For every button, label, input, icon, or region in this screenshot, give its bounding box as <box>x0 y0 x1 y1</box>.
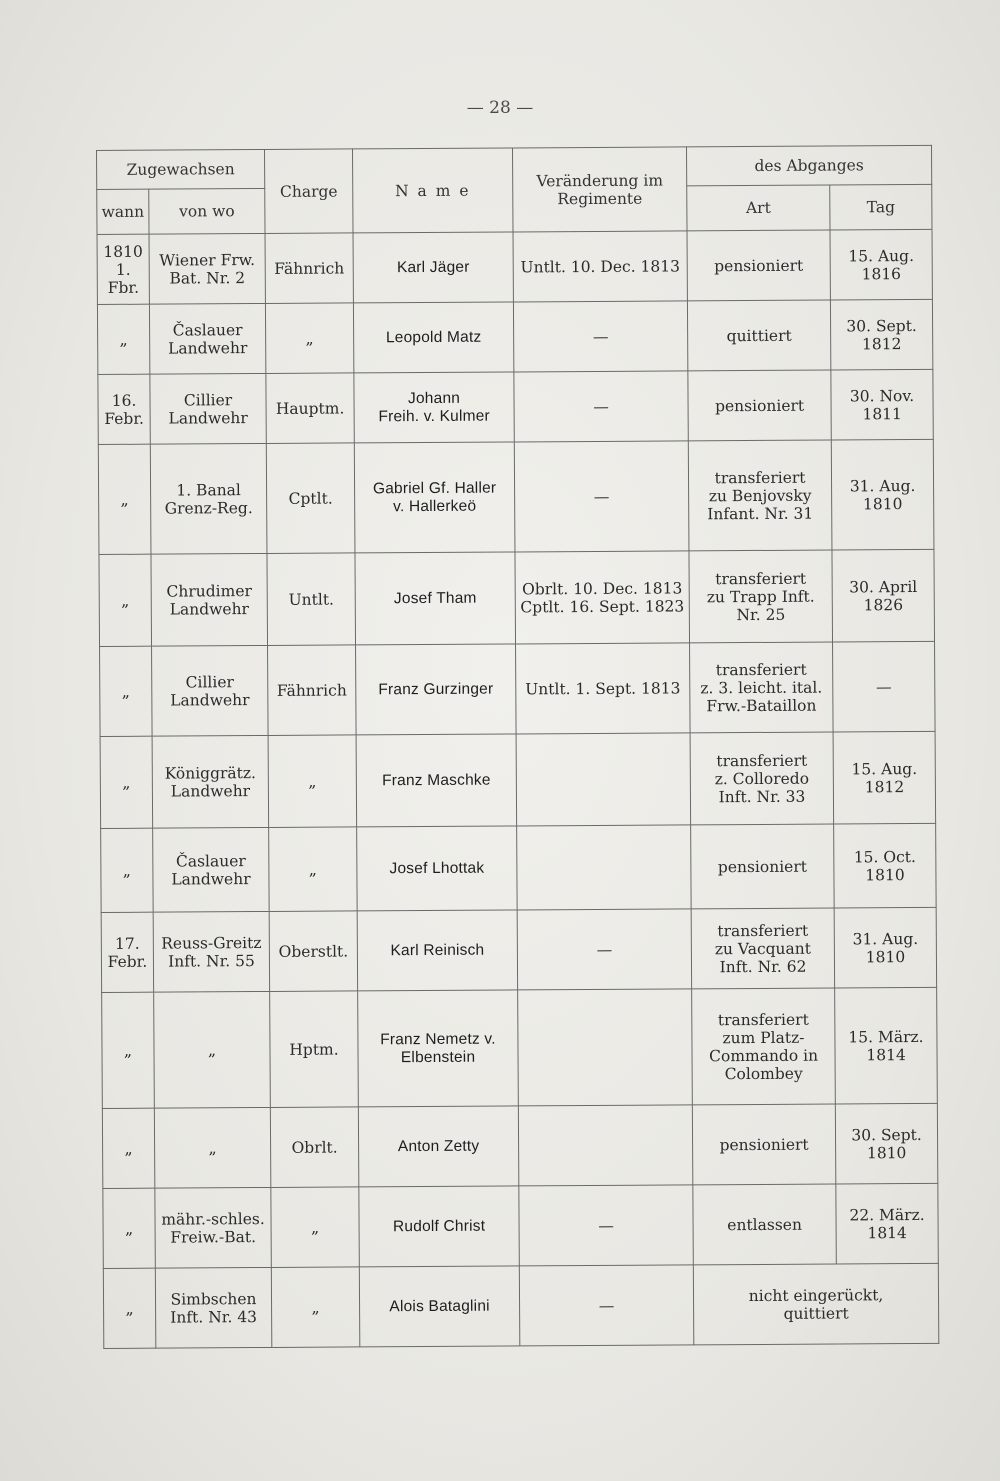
cell-charge: Hptm. <box>270 991 359 1108</box>
cell-art: transferiert z. 3. leicht. ital. Frw.-Bataillon <box>690 642 834 733</box>
cell-name: Gabriel Gf. Haller v. Hallerkeö <box>354 442 515 553</box>
cell-wann: 17. Febr. <box>101 912 153 992</box>
cell-tag: 22. März. 1814 <box>836 1183 939 1264</box>
cell-art: pensioniert <box>691 824 835 909</box>
cell-veraenderung <box>518 989 693 1106</box>
table-body <box>97 229 939 1348</box>
cell-veraenderung <box>517 825 692 910</box>
cell-art: transferiert zum Platz- Commando in Colombey <box>692 988 836 1105</box>
cell-tag: 15. Aug. 1816 <box>830 229 932 300</box>
cell-veraenderung: — <box>514 441 689 552</box>
cell-von-wo: „ <box>154 1107 271 1188</box>
cell-veraenderung: Untlt. 10. Dec. 1813 <box>513 231 687 302</box>
cell-charge: Obrlt. <box>270 1107 358 1188</box>
register-table <box>96 145 939 1349</box>
table-row <box>101 907 937 992</box>
cell-tag: 30. Sept. 1812 <box>830 299 932 370</box>
cell-charge: Hauptm. <box>266 373 354 444</box>
cell-charge: „ <box>271 1187 359 1268</box>
cell-name: Johann Freih. v. Kulmer <box>354 372 514 443</box>
table-row <box>97 229 932 304</box>
cell-tag: 30. Sept. 1810 <box>835 1103 938 1184</box>
cell-von-wo: Chrudimer Landwehr <box>151 553 268 646</box>
cell-art: transferiert zu Vacquant Inft. Nr. 62 <box>691 908 834 989</box>
cell-wann: 16. Febr. <box>98 374 150 444</box>
cell-wann: „ <box>97 304 149 374</box>
header-zugewachsen: Zugewachsen <box>97 149 265 189</box>
header-art: Art <box>687 185 830 231</box>
cell-von-wo: Cillier Landwehr <box>152 645 269 736</box>
cell-charge: Fähnrich <box>268 645 357 736</box>
header-von-wo: von wo <box>149 188 265 234</box>
cell-von-wo: 1. Banal Grenz-Reg. <box>150 443 267 554</box>
cell-wann: „ <box>100 736 153 828</box>
cell-art: pensioniert <box>692 1104 835 1185</box>
cell-art: pensioniert <box>687 230 830 301</box>
table-row <box>97 299 932 374</box>
cell-charge: Oberstlt. <box>269 911 357 992</box>
cell-veraenderung: Untlt. 1. Sept. 1813 <box>516 643 691 734</box>
cell-von-wo: Königgrätz. Landwehr <box>152 735 269 828</box>
cell-wann: „ <box>103 1268 155 1348</box>
cell-von-wo: Cillier Landwehr <box>150 373 266 444</box>
cell-art: transferiert z. Colloredo Inft. Nr. 33 <box>690 732 834 825</box>
table-row <box>101 823 937 912</box>
header-tag: Tag <box>830 184 932 230</box>
header-veraenderung: Veränderung im Regimente <box>513 147 688 232</box>
cell-wann: „ <box>102 992 155 1108</box>
table-row <box>100 731 936 828</box>
cell-wann: „ <box>101 828 154 912</box>
cell-name: Karl Reinisch <box>357 910 517 991</box>
cell-charge: Cptlt. <box>266 443 355 554</box>
cell-tag: 30. April 1826 <box>832 549 935 642</box>
table-row <box>103 1183 939 1268</box>
cell-charge: „ <box>271 1267 359 1348</box>
cell-veraenderung: — <box>517 909 691 990</box>
cell-wann: „ <box>102 1108 154 1188</box>
cell-tag: 15. Oct. 1810 <box>834 823 937 908</box>
cell-veraenderung: Obrlt. 10. Dec. 1813 Cptlt. 16. Sept. 1823 <box>515 551 690 644</box>
cell-charge: „ <box>269 827 358 912</box>
cell-name: Franz Gurzinger <box>356 644 517 735</box>
header-charge: Charge <box>265 149 354 234</box>
cell-von-wo: mähr.-schles. Freiw.-Bat. <box>155 1187 272 1268</box>
cell-von-wo: Simbschen Inft. Nr. 43 <box>155 1267 272 1348</box>
table-row <box>102 987 938 1108</box>
cell-veraenderung <box>516 733 691 826</box>
table-row <box>100 641 936 736</box>
cell-name: Karl Jäger <box>353 232 513 303</box>
cell-veraenderung <box>518 1105 692 1186</box>
cell-art: entlassen <box>693 1184 836 1265</box>
cell-charge: „ <box>268 735 357 828</box>
cell-von-wo: Wiener Frw. Bat. Nr. 2 <box>149 233 265 304</box>
cell-name: Franz Nemetz v. Elbenstein <box>358 990 519 1107</box>
cell-tag: 15. Aug. 1812 <box>833 731 936 824</box>
cell-tag: 30. Nov. 1811 <box>831 369 933 440</box>
cell-von-wo: Časlauer Landwehr <box>149 303 265 374</box>
cell-tag: 31. Aug. 1810 <box>831 439 934 550</box>
header-name: N a m e <box>353 148 514 233</box>
cell-charge: „ <box>265 303 353 374</box>
cell-charge: Untlt. <box>267 553 356 646</box>
cell-tag: 15. März. 1814 <box>835 987 938 1104</box>
header-wann: wann <box>97 189 149 234</box>
cell-art: transferiert zu Trapp Inft. Nr. 25 <box>689 550 833 643</box>
table-header <box>97 145 933 234</box>
table-row <box>99 549 935 646</box>
cell-name: Anton Zetty <box>358 1106 518 1187</box>
cell-veraenderung: — <box>513 301 687 372</box>
cell-wann: „ <box>103 1188 155 1268</box>
cell-wann: „ <box>99 554 152 646</box>
cell-name: Rudolf Christ <box>359 1186 519 1267</box>
table-row <box>102 1103 938 1188</box>
cell-art-tag: nicht eingerückt, quittiert <box>693 1263 938 1344</box>
header-des-abganges: des Abganges <box>687 145 932 185</box>
cell-veraenderung: — <box>519 1265 693 1346</box>
cell-von-wo: Reuss-Greitz Inft. Nr. 55 <box>153 911 270 992</box>
cell-tag: — <box>833 641 936 732</box>
table-row <box>98 369 933 444</box>
cell-art: transferiert zu Benjovsky Infant. Nr. 31 <box>688 440 832 551</box>
cell-name: Josef Lhottak <box>357 826 518 911</box>
page-number: — 28 — <box>466 98 534 118</box>
cell-wann: „ <box>98 444 151 554</box>
cell-art: quittiert <box>687 300 830 371</box>
cell-wann: 1810 1. Fbr. <box>97 234 149 304</box>
table-row <box>103 1263 939 1348</box>
cell-von-wo: „ <box>154 991 271 1108</box>
cell-von-wo: Časlauer Landwehr <box>153 827 270 912</box>
cell-tag: 31. Aug. 1810 <box>834 907 937 988</box>
cell-charge: Fähnrich <box>265 233 353 304</box>
table-row <box>98 439 934 554</box>
cell-wann: „ <box>100 646 153 736</box>
cell-name: Josef Tham <box>355 552 516 645</box>
cell-art: pensioniert <box>688 370 831 441</box>
cell-name: Franz Maschke <box>356 734 517 827</box>
cell-veraenderung: — <box>519 1185 693 1266</box>
cell-veraenderung: — <box>514 371 688 442</box>
cell-name: Leopold Matz <box>353 302 513 373</box>
cell-name: Alois Bataglini <box>359 1266 519 1347</box>
